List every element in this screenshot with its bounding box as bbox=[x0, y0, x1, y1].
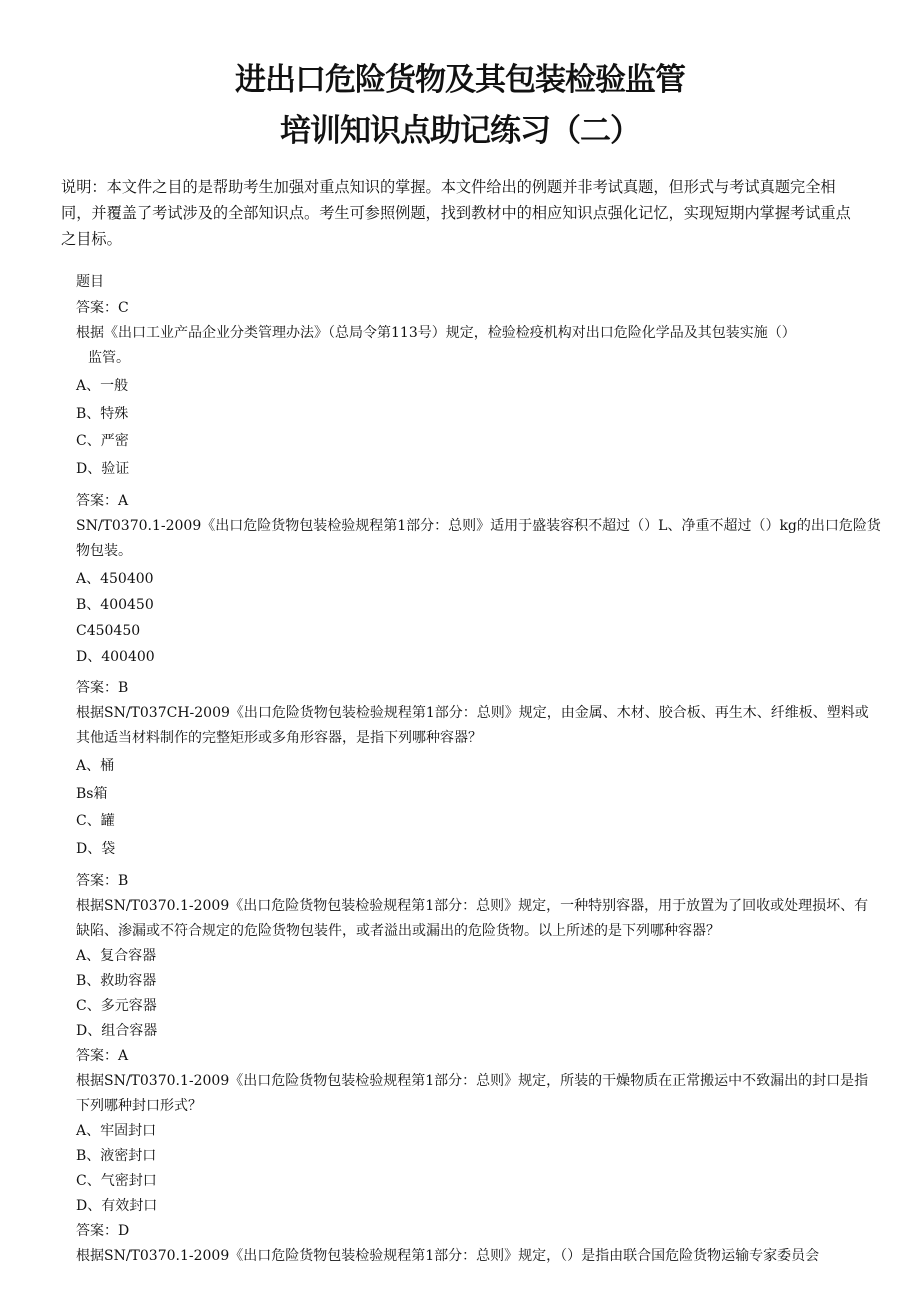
option: C450450 bbox=[76, 623, 141, 639]
question-stem: SN/T0370.1-2009《出口危险货物包装检验规程第1部分：总则》适用于盛装容积不超过（）L、净重不超过（）kg的出口危险货物包装。 bbox=[76, 518, 881, 559]
option: A、450400 bbox=[76, 571, 154, 587]
question-stem: 根据SN/T0370.1-2009《出口危险货物包装检验规程第1部分：总则》规定，所装的干燥物质在正常搬运中不致漏出的封口是指下列哪种封口形式？ bbox=[76, 1073, 869, 1114]
section-label: 题目 bbox=[76, 274, 104, 290]
option: D、400400 bbox=[76, 649, 155, 665]
answer-line: 答案：A bbox=[76, 1048, 129, 1064]
option: D、袋 bbox=[76, 840, 116, 857]
document-title-line1: 进出口危险货物及其包装检验监管 bbox=[235, 62, 685, 98]
option: D、有效封口 bbox=[76, 1198, 158, 1214]
option: A、牢固封口 bbox=[76, 1123, 157, 1139]
option: B、特殊 bbox=[76, 405, 129, 422]
option: B、400450 bbox=[76, 597, 154, 613]
answer-line: 答案：B bbox=[76, 680, 129, 696]
option: B、救助容器 bbox=[76, 973, 157, 989]
option: A、桶 bbox=[76, 758, 115, 774]
question-stem-line: 根据《出口工业产品企业分类管理办法》（总局令第113号）规定，检验检疫机构对出口危险化学品及其包装实施（） bbox=[76, 325, 796, 341]
document-title-line2: 培训知识点助记练习（二） bbox=[280, 113, 640, 149]
option: A、复合容器 bbox=[76, 948, 157, 964]
question-stem bbox=[76, 321, 881, 371]
option: B、液密封口 bbox=[76, 1148, 157, 1164]
question-stem: 根据SN/T037CH-2009《出口危险货物包装检验规程第1部分：总则》规定，由金属、木材、胶合板、再生木、纤维板、塑料或其他适当材料制作的完整矩形或多角形容器，是指下列哪种容器？ bbox=[76, 705, 869, 746]
option: C、罐 bbox=[76, 813, 115, 829]
option: C、多元容器 bbox=[76, 998, 157, 1014]
question-stem-line: 监管。 bbox=[88, 350, 130, 366]
question-stem: 根据SN/T0370.1-2009《出口危险货物包装检验规程第1部分：总则》规定，一种特别容器，用于放置为了回收或处理损坏、有缺陷、渗漏或不符合规定的危险货物包装件，或者溢出或漏出的危险货物。以上所述的是下列哪种容器？ bbox=[76, 898, 869, 939]
question-stem: 根据SN/T0370.1-2009《出口危险货物包装检验规程第1部分：总则》规定，（）是指由联合国危险货物运输专家委员会 bbox=[76, 1248, 820, 1264]
option: D、组合容器 bbox=[76, 1023, 158, 1039]
answer-line: 答案：B bbox=[76, 873, 129, 889]
option: C、严密 bbox=[76, 433, 129, 449]
answer-line: 答案：D bbox=[76, 1223, 130, 1239]
option: A、一般 bbox=[76, 378, 129, 394]
answer-line: 答案：C bbox=[76, 300, 129, 316]
option: D、验证 bbox=[76, 460, 130, 477]
option: C、气密封口 bbox=[76, 1173, 157, 1189]
option: Bs箱 bbox=[76, 785, 108, 802]
answer-line: 答案：A bbox=[76, 493, 129, 509]
intro-paragraph: 说明：本文件之目的是帮助考生加强对重点知识的掌握。本文件给出的例题并非考试真题，但形式与考试真题完全相同，并覆盖了考试涉及的全部知识点。考生可参照例题，找到教材中的相应知识点强化记忆，实现短期内掌握考试重点之目标。 bbox=[61, 178, 851, 248]
question-list bbox=[76, 268, 881, 1269]
